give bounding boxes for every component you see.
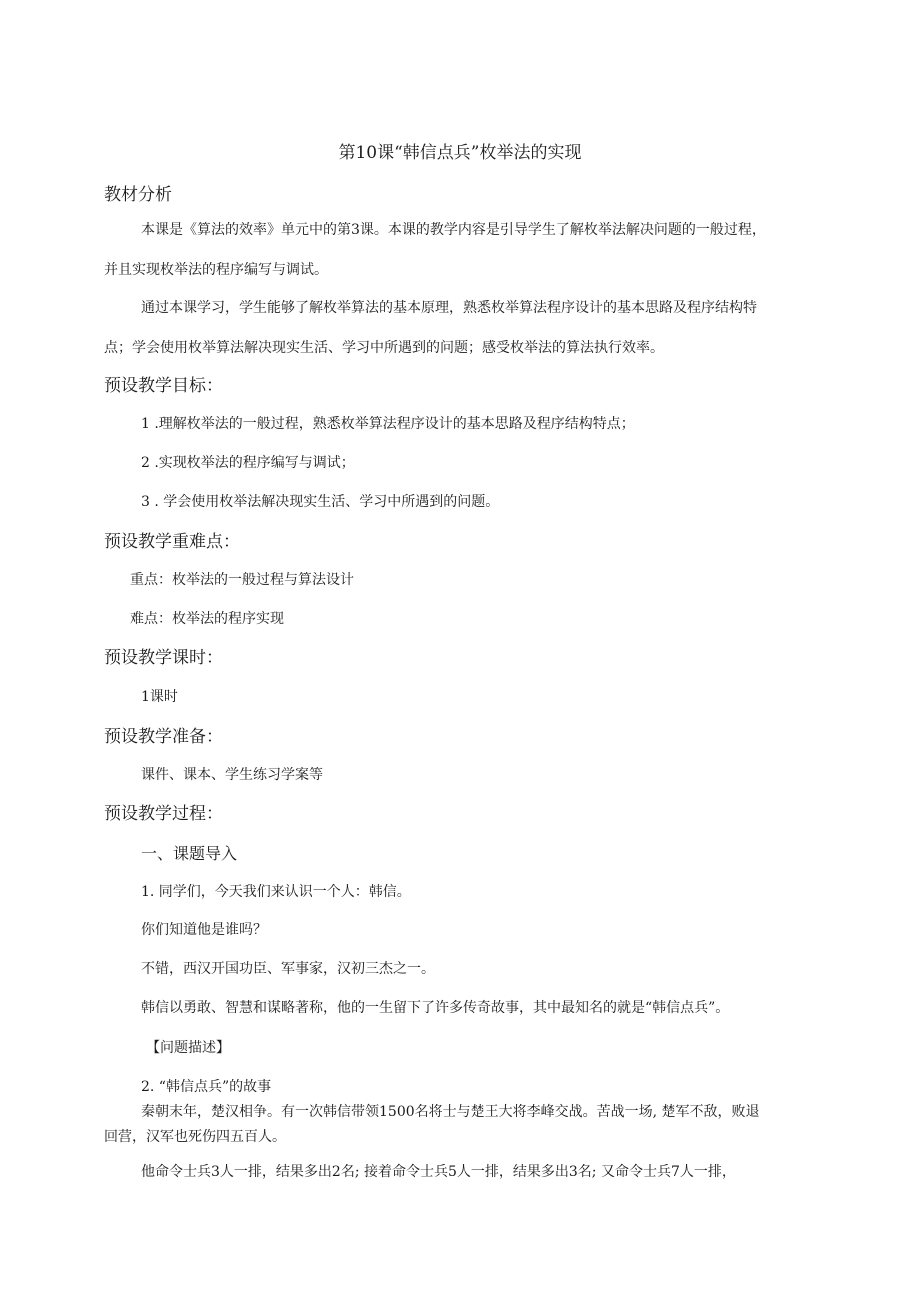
heading-teaching-prep: 预设教学准备：: [104, 727, 223, 747]
goal-item-3: 3 . 学会使用枚举法解决现实生活、学习中所遇到的问题。: [141, 494, 500, 510]
heading-teaching-process: 预设教学过程：: [104, 804, 223, 824]
intro-line-4: 韩信以勇敢、智慧和谋略著称，他的一生留下了许多传奇故事，其中最知名的就是“韩信点兵”。: [141, 1000, 730, 1016]
analysis-para2-line2: 点；学会使用枚举算法解决现实生活、学习中所遇到的问题；感受枚举法的算法执行效率。: [104, 340, 664, 356]
analysis-para1-line2: 并且实现枚举法的程序编写与调试。: [104, 262, 328, 278]
goal-item-2: 2 .实现枚举法的程序编写与调试；: [141, 455, 355, 471]
teaching-prep-value: 课件、课本、学生练习学案等: [141, 767, 323, 783]
story-title: 2. “韩信点兵”的故事: [141, 1079, 272, 1095]
story-line-2: 回营，汉军也死伤四五百人。: [104, 1129, 286, 1145]
heading-class-hours: 预设教学课时：: [104, 648, 223, 668]
analysis-para2-line1: 通过本课学习，学生能够了解枚举算法的基本原理，熟悉枚举算法程序设计的基本思路及程序结构特: [141, 300, 757, 316]
story-line-3: 他命令士兵3人一排，结果多出2名; 接着命令士兵5人一排，结果多出3名; 又命令士兵7人一排，: [141, 1164, 736, 1180]
class-hours-value: 1课时: [141, 689, 178, 705]
intro-line-1: 1. 同学们，今天我们来认识一个人：韩信。: [141, 884, 411, 900]
heading-teaching-goals: 预设教学目标：: [104, 376, 223, 396]
story-line-1: 秦朝末年，楚汉相争。有一次韩信带领1500名将士与楚王大将李峰交战。苦战一场, 楚军不敌，败退: [141, 1104, 760, 1120]
subheading-lesson-intro: 一、课题导入: [141, 844, 238, 863]
problem-description-tag: 【问题描述】: [146, 1040, 230, 1056]
document-title: 第10课“韩信点兵”枚举法的实现: [338, 143, 582, 163]
heading-textbook-analysis: 教材分析: [104, 185, 172, 205]
goal-item-1: 1 .理解枚举法的一般过程，熟悉枚举算法程序设计的基本思路及程序结构特点；: [141, 416, 635, 432]
heading-key-difficult-points: 预设教学重难点：: [104, 532, 240, 552]
intro-line-2: 你们知道他是谁吗？: [141, 922, 267, 938]
difficult-point: 难点：枚举法的程序实现: [130, 611, 284, 627]
key-point: 重点：枚举法的一般过程与算法设计: [130, 572, 354, 588]
intro-line-3: 不错，西汉开国功臣、军事家，汉初三杰之一。: [141, 961, 435, 977]
analysis-para1-line1: 本课是《算法的效率》单元中的第3课。本课的教学内容是引导学生了解枚举法解决问题的一般过程，: [141, 222, 766, 238]
